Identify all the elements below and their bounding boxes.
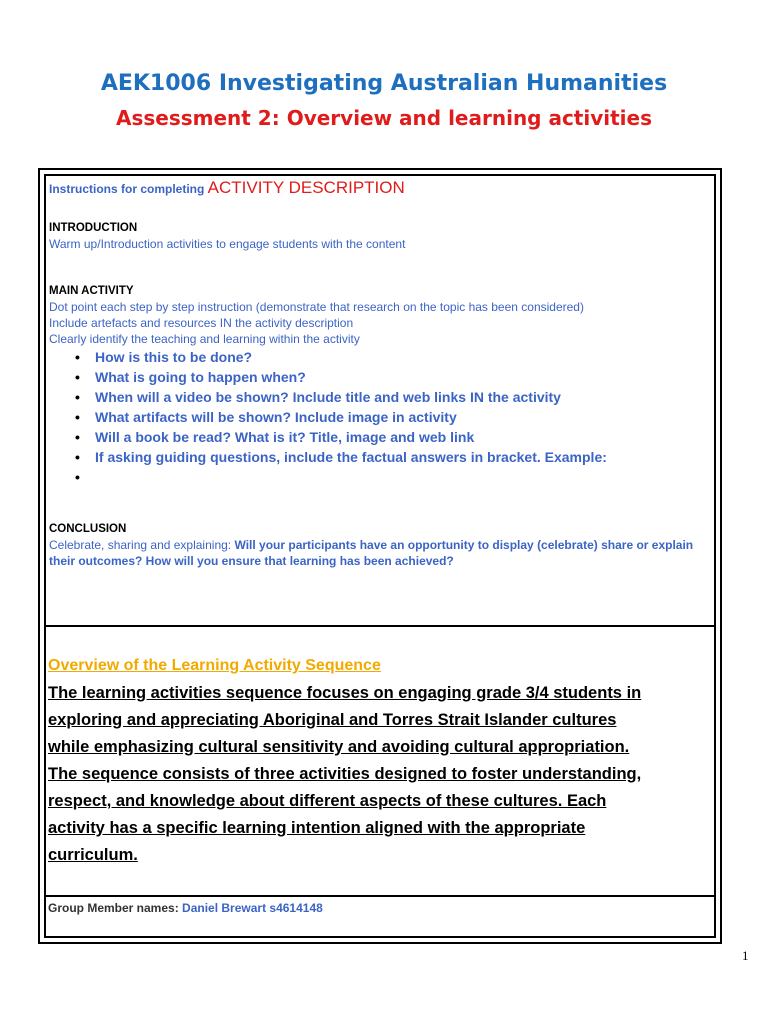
table-inner-right-border (714, 174, 716, 938)
group-members-cell (48, 901, 323, 915)
main-activity-line: Dot point each step by step instruction (demonstrate that research on the topic has been considered) (49, 300, 584, 314)
overview-title: Overview of the Learning Activity Sequence (48, 657, 381, 674)
overview-line: activity has a specific learning intention aligned with the appropriate (48, 819, 586, 837)
table-inner-top-border (44, 174, 716, 176)
group-members-value: Daniel Brewart s4614148 (182, 901, 323, 915)
introduction-text: Warm up/Introduction activities to engage students with the content (49, 237, 406, 251)
overview-line: respect, and knowledge about different aspects of these cultures. Each (48, 792, 607, 810)
bullet-item: • How is this to be done? (95, 347, 709, 367)
overview-line: exploring and appreciating Aboriginal and Torres Strait Islander cultures (48, 711, 617, 729)
table-inner-bottom-border (44, 936, 716, 938)
conclusion-lead: Celebrate, sharing and explaining: (49, 538, 235, 552)
overview-line: while emphasizing cultural sensitivity and avoiding cultural appropriation. (48, 738, 630, 756)
bullet-item: • Will a book be read? What is it? Title, image and web link (95, 427, 709, 447)
main-activity-heading: MAIN ACTIVITY (49, 285, 134, 297)
bullet-item: • What is going to happen when? (95, 367, 709, 387)
bullet-item-empty (95, 467, 709, 487)
bullet-item: • When will a video be shown? Include title and web links IN the activity (95, 387, 709, 407)
row-divider-1 (44, 625, 716, 627)
table-inner-left-border (44, 174, 46, 938)
bullet-item: • If asking guiding questions, include the factual answers in bracket. Example: (95, 447, 709, 467)
page-number: 1 (742, 948, 749, 963)
activity-table (38, 168, 722, 944)
group-members-label: Group Member names: (48, 901, 183, 915)
document-subtitle: Assessment 2: Overview and learning activities (115, 106, 652, 130)
main-activity-line: Clearly identify the teaching and learning within the activity (49, 332, 360, 346)
document-title: AEK1006 Investigating Australian Humanities (100, 71, 668, 96)
instructions-lead (49, 178, 709, 198)
activity-bullet-list (49, 347, 709, 487)
main-activity-line: Include artefacts and resources IN the activity description (49, 316, 354, 330)
conclusion-text (49, 537, 709, 569)
conclusion-heading: CONCLUSION (49, 523, 127, 535)
row-divider-2 (44, 895, 716, 897)
instructions-lead-text: Instructions for completing (49, 182, 208, 196)
bullet-item: • What artifacts will be shown? Include image in activity (95, 407, 709, 427)
instructions-cell (49, 178, 709, 569)
introduction-heading: INTRODUCTION (49, 222, 138, 234)
activity-description-heading: ACTIVITY DESCRIPTION (207, 178, 405, 197)
overview-line: curriculum. (48, 846, 138, 864)
conclusion-body: Will your participants have an opportunity to display (celebrate) share or explain their outcomes? How will you ensure that learning has been achieved? (49, 538, 694, 568)
overview-paragraph (48, 680, 708, 869)
overview-line: The learning activities sequence focuses on engaging grade 3/4 students in (48, 684, 642, 702)
overview-cell (48, 656, 708, 869)
overview-line: The sequence consists of three activities designed to foster understanding, (48, 765, 642, 783)
